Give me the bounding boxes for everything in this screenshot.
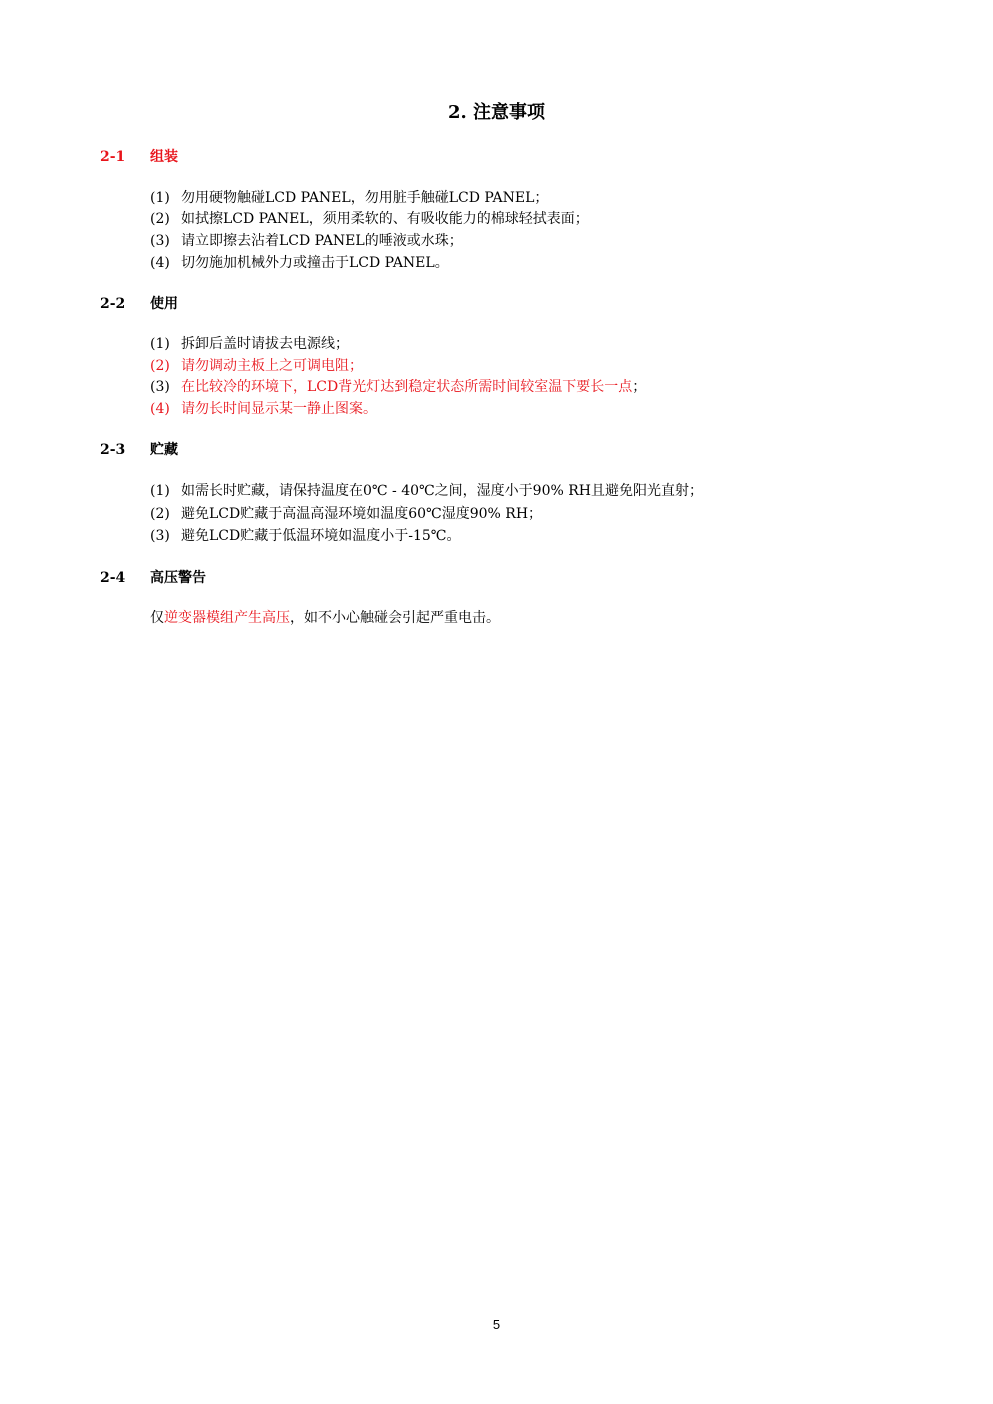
section-number: 2-2 [100,296,126,312]
list-item [150,334,349,354]
item-text-tail: ； [632,379,647,395]
item-index: (1) [150,190,170,206]
list-item [150,504,542,524]
page-number: 5 [492,1317,501,1332]
list-item [150,231,463,251]
section-number: 2-1 [100,149,126,165]
section-heading-storage [100,440,178,460]
item-text: 请勿调动主板上之可调电阻； [181,358,363,374]
list-item [150,399,377,419]
item-index: (3) [150,233,170,249]
section-title: 组装 [150,149,178,165]
warning-paragraph [150,608,500,628]
item-index: (4) [150,401,170,417]
item-text-highlight: 在比较冷的环境下，LCD背光灯达到稳定状态所需时间较室温下要长一点 [181,379,633,395]
warning-text-highlight: 逆变器模组产生高压 [164,610,290,626]
section-title: 使用 [150,296,178,312]
list-item [150,253,449,273]
item-index: (4) [150,255,170,271]
item-text: 如需长时贮藏，请保持温度在0℃ - 40℃之间，湿度小于90% RH且避免阳光直射； [181,483,703,499]
item-index: (2) [150,211,170,227]
list-item [150,188,548,208]
item-text: 避免LCD贮藏于低温环境如温度小于-15℃。 [181,528,461,544]
list-item [150,377,646,397]
list-item [150,526,460,546]
list-item [150,481,703,501]
section-number: 2-4 [100,570,126,586]
section-title: 贮藏 [150,442,178,458]
page-title: 2. 注意事项 [447,102,546,123]
item-index: (3) [150,379,170,395]
section-heading-usage [100,294,178,314]
section-title: 高压警告 [150,570,206,586]
item-index: (2) [150,506,170,522]
item-index: (2) [150,358,170,374]
item-text: 如拭擦LCD PANEL，须用柔软的、有吸收能力的棉球轻拭表面； [181,211,589,227]
item-index: (1) [150,336,170,352]
list-item [150,356,363,376]
item-text: 勿用硬物触碰LCD PANEL，勿用脏手触碰LCD PANEL； [181,190,549,206]
item-text: 请立即擦去沾着LCD PANEL的唾液或水珠； [181,233,463,249]
item-text: 避免LCD贮藏于高温高湿环境如温度60℃湿度90% RH； [181,506,543,522]
section-number: 2-3 [100,442,126,458]
warning-text-post: ，如不小心触碰会引起严重电击。 [290,610,500,626]
item-text: 拆卸后盖时请拔去电源线； [181,336,349,352]
warning-text-pre: 仅 [150,610,164,626]
section-heading-high-voltage [100,568,206,588]
section-heading-assembly [100,147,178,167]
item-text: 请勿长时间显示某一静止图案。 [181,401,377,417]
list-item [150,209,589,229]
item-index: (3) [150,528,170,544]
item-text: 切勿施加机械外力或撞击于LCD PANEL。 [181,255,449,271]
item-index: (1) [150,483,170,499]
